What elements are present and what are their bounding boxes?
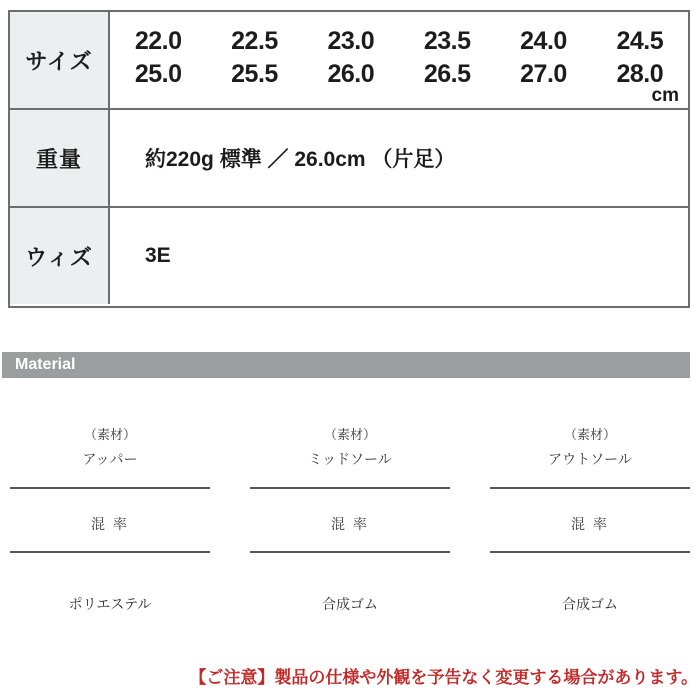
divider-line	[10, 487, 210, 489]
material-part-name: アウトソール	[548, 451, 632, 467]
caution-notice: 【ご注意】製品の仕様や外観を予告なく変更する場合があります。	[189, 668, 698, 687]
sizes-grid	[110, 25, 688, 91]
size-value: 28.0	[616, 60, 664, 88]
width-row-value	[110, 208, 688, 304]
size-value: 24.5	[616, 27, 664, 55]
size-value: 23.0	[327, 27, 375, 55]
material-section-header	[2, 352, 690, 378]
weight-row-label: 重量	[10, 110, 110, 206]
sizes-line-1	[110, 25, 688, 58]
material-category-label: （素材）	[563, 427, 616, 442]
material-column-upper	[10, 378, 210, 618]
divider-line	[490, 551, 690, 553]
material-ratio-label: 混 率	[331, 516, 369, 532]
size-value: 25.0	[134, 60, 182, 88]
weight-value-text: 約220g 標準 ／ 26.0cm （片足）	[145, 148, 456, 171]
width-value-text: 3E	[145, 244, 171, 267]
spec-table	[8, 10, 690, 308]
material-composition: 合成ゴム	[562, 596, 618, 612]
width-row-label: ウィズ	[10, 208, 110, 304]
sizes-line-2	[110, 58, 688, 91]
size-value: 22.5	[231, 27, 278, 55]
divider-line	[250, 551, 450, 553]
divider-line	[10, 551, 210, 553]
table-row-weight	[10, 110, 688, 208]
weight-row-value	[110, 110, 688, 206]
size-value: 26.0	[327, 60, 375, 88]
material-part-name: ミッドソール	[308, 451, 392, 467]
material-column-outsole	[490, 378, 690, 618]
size-value: 27.0	[520, 60, 567, 88]
size-value: 22.0	[134, 27, 182, 55]
divider-line	[250, 487, 450, 489]
material-composition: ポリエステル	[68, 596, 152, 612]
size-value: 26.5	[423, 60, 471, 88]
table-row-width	[10, 208, 688, 304]
material-category-label: （素材）	[83, 427, 136, 442]
material-column-midsole	[250, 378, 450, 618]
material-header-label: Material	[15, 356, 76, 373]
size-value: 23.5	[423, 27, 471, 55]
material-category-label: （素材）	[323, 427, 376, 442]
size-row-value	[110, 12, 688, 108]
material-ratio-label: 混 率	[571, 516, 609, 532]
material-ratio-label: 混 率	[91, 516, 129, 532]
divider-line	[490, 487, 690, 489]
size-unit-label: cm	[651, 85, 679, 106]
material-part-name: アッパー	[82, 451, 138, 467]
material-composition: 合成ゴム	[322, 596, 378, 612]
size-value: 24.0	[520, 27, 567, 55]
size-value: 25.5	[231, 60, 278, 88]
table-row-size	[10, 12, 688, 110]
size-row-label: サイズ	[10, 12, 110, 108]
